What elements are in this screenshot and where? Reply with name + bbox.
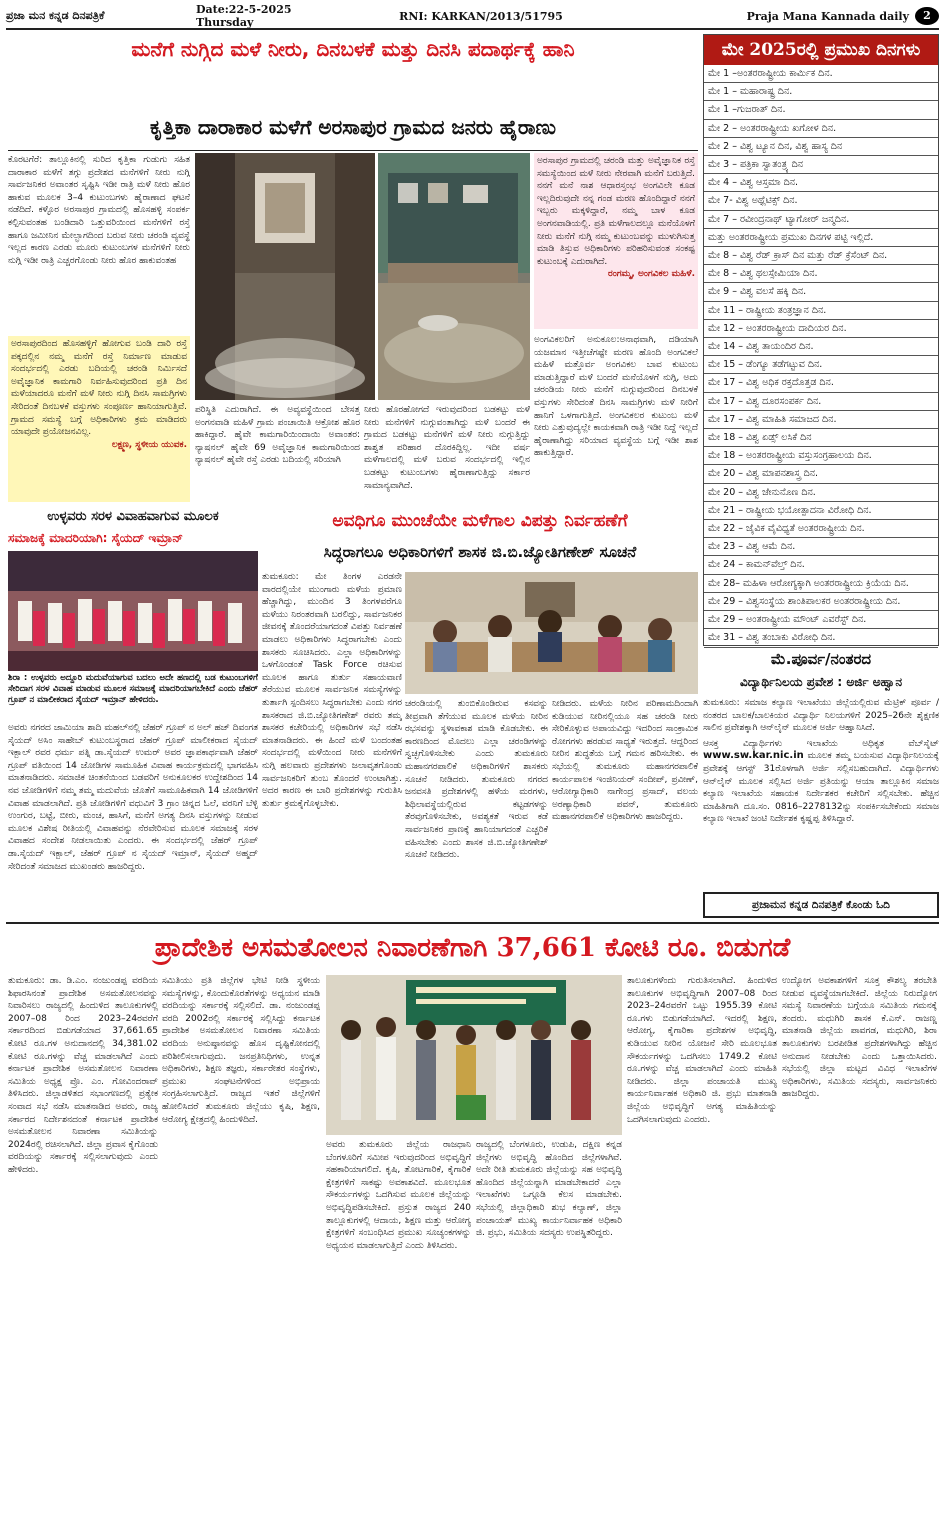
story2-body: ಅವರು ನಗರದ ಜಾಮಿಯಾ ಶಾದಿ ಮಹಲ್‌ನಲ್ಲಿ ಜೆಹರ್ ಗ್ರೂಪ್ ನ ಅಲ್ ಹಜ್ ದಿವಂಗತ ಸೈಯದ್ ಅಸಿಂ ಸಾಹೇಬ್ ಕುಟುಂಬಸ್ಥರಾದ ಜೆಹರ್ ಗ್ರೂಪ್ ಮಾಲೀಕರಾದ ಸೈಯದ್ ಇಕ್ಬಾಲ್ ರವರ ಧರ್ಮ ಪತ್ನಿ ಡಾ.ಸೈಯದ್ ಉಮರ್ ಅವರ ಜ್ಞಾಪಕಾರ್ಥವಾಗಿ ಜೆಹರ್ ಗ್ರೂಪ್ ವತಿಯಿಂದ 14 ಜೋಡಿಗಳ ಸಾಮೂಹಿಕ ವಿವಾಹ ಕಾರ್ಯಕ್ರಮದಲ್ಲಿ ಭಾಗವಹಿಸಿ ಮಾತನಾಡಿದರು. ಸಮಾಜಿಕ ಚಿಂತನೆಯಿಂದ ಬಡವರಿಗೆ ಅನುಕೂಲಕರ ಉದ್ದೇಶದಿಂದ 14 ನವ ಜೋಡಿಗಳಿಗೆ ನಮ್ಮ ತಮ್ಮ ಮದುವೆಯ ಜೊತೆಗೆ ಸಾಮೂಹಿಕವಾಗಿ 14 ಜೋಡಿಗಳಿಗೆ ವಿವಾಹ ಮಾಡಲಾಗಿದೆ. ಪ್ರತಿ ಜೋಡಿಗಳಿಗೆ ವಧುವಿಗೆ 3 ಗ್ರಾಂ ಚಿನ್ನದ ಓಲೆ, ವರನಿಗೆ ಬೆಳ್ಳಿ ಉಂಗುರ, ಬಟ್ಟೆ, ಬೀರು, ಮಂಚ, ಹಾಸಿಗೆ, ಮನೆಗೆ ಅಗತ್ಯ ದಿನಸಿ ವಸ್ತುಗಳನ್ನು ನೀಡುವ ಮೂಲಕ ವಿಶೇಷ ರೀತಿಯಲ್ಲಿ ವಿವಾಹವನ್ನು ನೆರವೇರಿಸುವ ಮೂಲಕ ಸಮಾಜಕ್ಕೆ ಸರಳ ವಿವಾಹದ ಸಂದೇಶ ನೀಡಲಾಯಿತು ಎಂದರು. ಈ ಸಂದರ್ಭದಲ್ಲಿ ಜೆಹರ್ ಗ್ರೂಪ್ ಡಾ.ಸೈಯದ್ ಇಕ್ಬಾಲ್, ಜೆಹರ್ ಗ್ರೂಪ್ ನ ಸೈಯದ್ ಇಮ್ರಾನ್, ಸೈಯದ್ ಅಹ್ಮದ್ ಸೇರಿದಂತೆ ಸಮಾಜದ ಮುಖಂಡರು ಹಾಜರಿದ್ದರು. (8, 723, 258, 872)
hostel-body-2: ಆಸಕ್ತ ವಿದ್ಯಾರ್ಥಿಗಳು ಇಲಾಖೆಯ ಅಧಿಕೃತ ವೆಬ್‌ಸೈಟ್ (703, 738, 939, 749)
story1-mid-left: ಪರಿಸ್ಥಿತಿ ಎದುರಾಗಿದೆ. ಈ ಅವ್ಯವಸ್ಥೆಯಿಂದ ಬೇಸತ್ತ ಅಂಗನವಾಡಿ ಮಹಿಳೆ ಗ್ರಾಮ ಪಂಚಾಯಿತಿ ಆಕ್ರೋಶ ಹೊರ ಹಾಕಿದ್ದಾರೆ. ಹೈವೇ ಕಾಮಗಾರಿಯಿಂದಾಯಿ ಅವಾಂತರ: ನ್ಯಾಷನಲ್ ಹೈವೇ 69 ಅವೈಜ್ಞಾನಿಕ ಕಾಮಗಾರಿಯಿಂದ ನ್ಯಾಷನಲ್ ಹೈವೇ ರಸ್ತೆ ಎರಡು ಬದಿಯಲ್ಲಿ ಸರಿಯಾಗಿ (195, 405, 360, 466)
important-day-item: ಮೇ 18 – ಅಂತರರಾಷ್ಟ್ರೀಯ ವಸ್ತುಸಂಗ್ರಹಾಲಯ ದಿನ. (704, 447, 938, 465)
important-day-item: ಮೇ 1 – ಮಹಾರಾಷ್ಟ್ರ ದಿನ. (704, 83, 938, 101)
story1-quote-signature: ಲಕ್ಷ್ಮಣ, ಸ್ಥಳೀಯ ಯುವಕ. (111, 439, 187, 450)
story3-headline: ಅವಧಿಗೂ ಮುಂಚೆಯೇ ಮಳೆಗಾಲ ವಿಪತ್ತು ನಿರ್ವಹಣೆಗೆ (332, 511, 628, 531)
important-day-item: ಮೇ 1 –ಅಂತರರಾಷ್ಟ್ರೀಯ ಕಾರ್ಮಿಕ ದಿನ. (704, 65, 938, 83)
important-day-item: ಮೇ 8 – ವಿಶ್ವ ರೆಡ್ ಕ್ರಾಸ್ ದಿನ ಮತ್ತು ರೆಡ್ ಕ್ರೆಸೆಂಟ್ ದಿನ. (704, 247, 938, 265)
important-day-item: ಮೇ 29 – ವಿಶ್ವಸಂಸ್ಥೆಯ ಶಾಂತಿಪಾಲಕರ ಅಂತರರಾಷ್ಟ್ರೀಯ ದಿನ. (704, 593, 938, 611)
story4-column-2: ಸಮಿತಿಯು ಪ್ರತಿ ಜಿಲ್ಲೆಗಳ ಭೇಟಿ ನೀಡಿ ಸ್ಥಳೀಯ ಸಮಸ್ಯೆಗಳನ್ನು, ಕೊಂದುಕೊರತೆಗಳನ್ನು ಅಧ್ಯಯನ ಮಾಡಿ ವರದಿಯನ್ನು ಸರ್ಕಾರಕ್ಕೆ ಸಲ್ಲಿಸಲಿದೆ. ಡಾ. ನಂಜುಂಡಪ್ಪ ವರದಿ 2002ರಲ್ಲಿ ಸರ್ಕಾರಕ್ಕೆ ಸಲ್ಲಿಸಿದ್ದು ಕರ್ನಾಟಕ ಪ್ರಾದೇಶಿಕ ಅಸಮತೋಲನ ನಿವಾರಣಾ ಸಮಿತಿಯ ವರದಿಯ ಅನುಷ್ಠಾನವನ್ನು ಹೊಸ ದೃಷ್ಟಿಕೋನದಲ್ಲಿ ಪರಿಶೀಲಿಸಲಾಗುವುದು. ಜನಪ್ರತಿನಿಧಿಗಳು, ಉನ್ನತ ಅಧಿಕಾರಿಗಳು, ಶಿಕ್ಷಣ ತಜ್ಞರು, ಸರ್ಕಾರೇತರ ಸಂಸ್ಥೆಗಳು, ಪ್ರಮುಖ ಸಂಘಟನೆಗಳಿಂದ ಅಭಿಪ್ರಾಯ ಸಂಗ್ರಹಿಸಲಾಗುತ್ತಿದೆ. ರಾಜ್ಯದ ಇತರೆ ಜಿಲ್ಲೆಗಳಿಗೆ ಹೋಲಿಸಿದರೆ ತುಮಕೂರು ಜಿಲ್ಲೆಯು ಕೃಷಿ, ಶಿಕ್ಷಣ, ಆರೋಗ್ಯ ಕ್ಷೇತ್ರದಲ್ಲಿ ಹಿಂದುಳಿದಿದೆ. (162, 976, 320, 1125)
buy-paper-promo: ಪ್ರಜಾಮನ ಕನ್ನಡ ದಿನಪತ್ರಿಕೆ ಕೊಂಡು ಓದಿ (703, 892, 939, 918)
masthead (6, 4, 939, 30)
important-day-item: ಮೇ 9 – ವಿಶ್ವ ವಲಸೆ ಹಕ್ಕಿ ದಿನ. (704, 283, 938, 301)
story1-column-1: ಕೊರಟಗೆರೆ: ತಾಲ್ಲೂಕಿನಲ್ಲಿ ಸುರಿದ ಕೃತ್ತಿಕಾ ಗುಡುಗು ಸಹಿತ ದಾರಾಕಾರ ಮಳೆಗೆ ತಗ್ಗು ಪ್ರದೇಶದ ಮನೆಗಳಿಗೆ ನೀರು ನುಗ್ಗಿ ಸಾರ್ವಜನಿಕರ ಅವಾಂತರ ಸೃಷ್ಟಿಸಿ ಇಡೀ ರಾತ್ರಿ ಮಳೆ ನೀರು ಹೊರ ಹಾಕುವ ಮೂಲಕ 3–4 ಕುಟುಂಬಗಳು ಹೈರಾಣಾದ ಘಟನೆ ನಡೆದಿದೆ. ಕಳ್ಳೊರ ಅರಸಾಪುರ ಗ್ರಾಮದಲ್ಲಿ ಹೊಸಹಳ್ಳಿ ಸಂಪರ್ಕ ಕಲ್ಪಿಸುವಂತಹ ಬಂಡಿದಾರಿ ಒತ್ತುವರಿಯಿಂದ ಮನೆಗಳಿಗೆ ರಸ್ತೆ ಹಾಗೂ ಜಮೀನಿನ ಮೇಲ್ಭಾಗದಿಂದ ಬರುವ ನೀರು ಚರಂಡಿ ವ್ಯವಸ್ಥೆ ಇಲ್ಲದ ಕಾರಣ ಎರಡು ಮೂರು ಕುಟುಂಬಗಳ ಮನೆಗಳಿಗೆ ನೀರು ನುಗ್ಗಿ ಇಡೀ ರಾತ್ರಿ ಎಚ್ಚರಗೊಂಡು ನೀರು ಹೊರ ಹಾಕುವಂತಹ (8, 155, 190, 266)
story4-headline: ಪ್ರಾದೇಶಿಕ ಅಸಮತೋಲನ ನಿವಾರಣೆಗಾಗಿ 37,661 ಕೋಟಿ ರೂ. ಬಿಡುಗಡೆ (154, 933, 791, 963)
story4-column-4: ರಾಜ್ಯದಲ್ಲಿ ಬೆಂಗಳೂರು, ಉಡುಪಿ, ದಕ್ಷಿಣ ಕನ್ನಡ ಜಿಲ್ಲೆಗಳು ಅಭಿವೃದ್ಧಿ ಹೊಂದಿದ ಜಿಲ್ಲೆಗಳಾಗಿವೆ. ಅದೇ ರೀತಿ ತುಮಕೂರು ಜಿಲ್ಲೆಯನ್ನು ಸಹ ಅಭಿವೃದ್ಧಿ ಹೊಂದಿದ ಜಿಲ್ಲೆಯನ್ನಾಗಿ ಮಾಡಬೇಕಾದರೆ ಎಲ್ಲಾ ಇಲಾಖೆಗಳು ಒಗ್ಗೂಡಿ ಕೆಲಸ ಮಾಡಬೇಕು. ಸಭೆಯಲ್ಲಿ ಜಿಲ್ಲಾಧಿಕಾರಿ ಶುಭ ಕಲ್ಯಾಣ್, ಜಿಲ್ಲಾ ಪಂಚಾಯತ್ ಮುಖ್ಯ ಕಾರ್ಯನಿರ್ವಾಹಕ ಅಧಿಕಾರಿ ಜಿ. ಪ್ರಭು, ಸಮಿತಿಯ ಸದಸ್ಯರು ಉಪಸ್ಥಿತರಿದ್ದರು. (476, 1140, 622, 1239)
page-number: 2 (915, 7, 939, 25)
story4-column-6: ಉದ್ಯೋಗ ಅವಕಾಶಗಳಿಗೆ ಸೂಕ್ತ ಕೌಶಲ್ಯ ತರಬೇತಿ ನೀಡುವ ವ್ಯವಸ್ಥೆಯಾಗಬೇಕಿದೆ. ಜಿಲ್ಲೆಯ ನಿರುದ್ಯೋಗ ಸಮಸ್ಯೆ ನಿವಾರಣೆಯ ಬಗ್ಗೆಯೂ ಸಮಿತಿಯ ಗಮನಕ್ಕೆ ತಂದರು. ಮಧುಗಿರಿ ಶಾಸಕ ಕೆ.ಎನ್. ರಾಜಣ್ಣ ಮಾತನಾಡಿ ಜಿಲ್ಲೆಯ ಪಾವಗಡ, ಮಧುಗಿರಿ, ಶಿರಾ ತಾಲೂಕುಗಳು ಬರಪೀಡಿತ ಪ್ರದೇಶಗಳಾಗಿದ್ದು ಹೆಚ್ಚಿನ ಅನುದಾನ ನೀಡಬೇಕು ಎಂದು ಒತ್ತಾಯಿಸಿದರು. ಸಭೆಯಲ್ಲಿ ಜಿಲ್ಲಾ ಮಟ್ಟದ ವಿವಿಧ ಇಲಾಖೆಗಳ ಅಧಿಕಾರಿಗಳು, ಸಮಿತಿಯ ಸದಸ್ಯರು, ಸಾರ್ವಜನಿಕರು ಹಾಜರಿದ್ದರು. (782, 976, 937, 1100)
important-day-item: ಮೇ 7 – ರವೀಂದ್ರನಾಥ್ ಟ್ಯಾಗೋರ್ ಜನ್ಮದಿನ. (704, 211, 938, 229)
hostel-body (703, 697, 939, 887)
important-day-item: ಮೇ 22 – ಜೈವಿಕ ವೈವಿಧ್ಯತೆ ಅಂತರರಾಷ್ಟ್ರೀಯ ದಿನ. (704, 520, 938, 538)
important-day-item: ಮೇ 21 – ರಾಷ್ಟ್ರೀಯ ಭಯೋತ್ಪಾದನಾ ವಿರೋಧಿ ದಿನ. (704, 502, 938, 520)
flood-doorway-photo (195, 153, 375, 400)
important-day-item: ಮೇ 17 – ವಿಶ್ವ ಮಾಹಿತಿ ಸಮಾಜದ ದಿನ. (704, 411, 938, 429)
rni-number: RNI: KARKAN/2013/51795 (399, 9, 563, 23)
story4-column-5: ತಾಲೂಕುಗಳೆಂದು ಗುರುತಿಸಲಾಗಿದೆ. ಹಿಂದುಳಿದ ತಾಲೂಕುಗಳ ಅಭಿವೃದ್ಧಿಗಾಗಿ 2007–08 ರಿಂದ 2023–24ರವರೆಗೆ ಒಟ್ಟು 1955.39 ಕೋಟಿ ರೂ.ಗಳು ಬಿಡುಗಡೆಯಾಗಿದೆ. ಇದರಲ್ಲಿ ಶಿಕ್ಷಣ, ಆರೋಗ್ಯ, ಕೈಗಾರಿಕಾ ಪ್ರದೇಶಗಳ ಅಭಿವೃದ್ಧಿ, ಕುಡಿಯುವ ನೀರಿನ ಯೋಜನೆ ಸೇರಿ ಮೂಲಭೂತ ಸೌಕರ್ಯಗಳನ್ನು ಒದಗಿಸಲು 1749.2 ಕೋಟಿ ರೂ.ಗಳನ್ನು ವೆಚ್ಚ ಮಾಡಲಾಗಿದೆ ಎಂದು ಮಾಹಿತಿ ನೀಡಿದರು. ಜಿಲ್ಲಾ ಪಂಚಾಯತಿ ಮುಖ್ಯ ಕಾರ್ಯನಿರ್ವಾಹಕ ಅಧಿಕಾರಿ ಜಿ. ಪ್ರಭು ಮಾತನಾಡಿ ಜಿಲ್ಲೆಯ ಅಭಿವೃದ್ಧಿಗೆ ಅಗತ್ಯ ಮಾಹಿತಿಯನ್ನು ಒದಗಿಸಲಾಗುವುದು ಎಂದರು. (627, 976, 777, 1125)
important-day-item: ಮೇ 15 – ಡೆಂಗ್ಯೂ ತಡೆಗಟ್ಟುವ ದಿನ. (704, 356, 938, 374)
issue-date: Date:22-5-2025 Thursday (196, 3, 292, 29)
story1-pink-quote-text: ಅರಸಾಪುರ ಗ್ರಾಮದಲ್ಲಿ ಚರಂಡಿ ಮತ್ತು ಅವೈಜ್ಞಾನಿಕ ರಸ್ತೆ ಸಮಸ್ಯೆಯಿಂದ ಮಳೆ ನೀರು ನೇರವಾಗಿ ಮನೆಗೆ ಬರುತ್ತಿದೆ. ನನಗೆ ಮನೆ ನಾಶ ಆಧಾರಸ್ತಂಭ ಅಂಗವಿಲೇ ಕೂಡ ಇಲ್ಲದಿರುವುದೇ ನನ್ನ ಗಂಡ ಮರಣ ಹೊಂದಿದ್ದಾರೆ ನನಗೆ ಇಬ್ಬರು ಮಕ್ಕಳಿದ್ದಾರೆ, ನಮ್ಮ ಬಾಳ ಕೂಡ ಅಂಗನವಾಡಿಯಲ್ಲಿ. ಪ್ರತಿ ಮಳೆಗಾಲದಲ್ಲೂ ಮನೆಯೊಳಗೆ ನೀರು ಮನೆಗೆ ನುಗ್ಗಿ ನಮ್ಮ ಕುಟುಂಬವನ್ನು ಮುಳುಗಿಸುತ್ತ ಮಾಡಿ ತಿಸ್ತುವ ಅಧಿಕಾರಿಗಳು ಪರಿಹರಿಸುವಂತ ಸಂಕಷ್ಟ ಕುಟುಂಬಕ್ಕೆ ಎದುರಾಗಿದೆ. (537, 156, 695, 267)
hostel-headline-2: ವಿದ್ಯಾರ್ಥಿನಿಲಯ ಪ್ರವೇಶ : ಅರ್ಜಿ ಅಹ್ವಾನ (739, 675, 903, 689)
important-day-item: ಮೇ 14 – ವಿಶ್ವ ತಾಯಂದಿರ ದಿನ. (704, 338, 938, 356)
days-list (704, 65, 938, 648)
committee-event-photo (326, 975, 622, 1135)
sidebar-title: ಮೇ 2025ರಲ್ಲಿ ಪ್ರಮುಖ ದಿನಗಳು (704, 35, 938, 65)
story1-quote-box-yellow (8, 336, 190, 502)
story2-caption: ಶಿರಾ : ಉಳ್ಳವರು ಅದ್ದೂರಿ ಮದುವೆಯಾಗುವ ಬದಲು ಅದೇ ಹಣದಲ್ಲಿ ಬಡ ಕುಟುಂಬಗಳಿಗೆ ಸೇರಿದಾಗ ಸರಳ ವಿವಾಹ ಮಾಡುವ ಮೂಲಕ ಸಮಾಜಕ್ಕೆ ಮಾದರಿಯಾಗಬೇಕಿದೆ ಎಂದು ಜೆಹರ್ ಗ್ರೂಪ್ ನ ಮಾಲೀಕರಾದ ಸೈಯದ್ ಇಮ್ರಾನ್ ಹೇಳಿದರು. (8, 673, 258, 705)
story2-headline: ಉಳ್ಳವರು ಸರಳ ವಿವಾಹವಾಗುವ ಮೂಲಕ (47, 509, 219, 524)
newspaper-logo: ಪ್ರಜಾ ಮನ ಕನ್ನಡ ದಿನಪತ್ರಿಕೆ (6, 9, 105, 22)
story1-rule (8, 150, 698, 151)
story1-headline: ಮನೆಗೆ ನುಗ್ಗಿದ ಮಳೆ ನೀರು, ದಿನಬಳಕೆ ಮತ್ತು ದಿನಸಿ ಪದಾರ್ಥಕ್ಕೆ ಹಾನಿ (131, 37, 575, 61)
story4-top-rule (6, 922, 939, 924)
important-day-item: ಮೇ 2 – ಅಂತರರಾಷ್ಟ್ರೀಯ ಖಗೋಳ ದಿನ. (704, 120, 938, 138)
story1-quote-box-pink (534, 153, 698, 329)
important-day-item: ಮೇ 11 – ರಾಷ್ಟ್ರೀಯ ತಂತ್ರಜ್ಞಾನ ದಿನ. (704, 302, 938, 320)
paper-name: Praja Mana Kannada daily (746, 9, 909, 23)
important-day-item: ಮೇ 17 – ವಿಶ್ವ ದೂರಸಂಪರ್ಕ ದಿನ. (704, 393, 938, 411)
important-day-item: ಮೇ 1 –ಗುಜರಾತ್ ದಿನ. (704, 101, 938, 119)
story1-right-column: ಅಂಗವಿಕಲರಿಗೆ ಅನುಕೂಲ:ಅನಾಥವಾಗಿ, ದಡಿಯಾಗಿ ಯಜಮಾನ ಇತ್ತೀಚೆಗಷ್ಟೇ ಮರಣ ಹೊಂದಿ ಅಂಗವಿಕಲೆ ಮಹಿಳೆ ಮತ್ತೊರ್ವ ಅಂಗವಿಕಲ ಬಾವ ಕುಟುಂಬ ಮಾಡುತ್ತಿದ್ದಾರೆ ಮಳೆ ಬಂದರೆ ಮನೆಯೊಳಗೆ ನುಗ್ಗಿ, ಅದು ಚರಂಡಿಯ ನೀರು ಮನೆಗೆ ನುಗ್ಗುವುದರಿಂದ ದಿನಬಳಕೆ ವಸ್ತುಗಳು ಸೇರಿದಂತೆ ದಿನಸಿ ಸಾಮಗ್ರಿಗಳು ಮಳೆ ನೀರಿಗೆ ಹಾನಿಗೆ ಒಳಗಾಗುತ್ತಿದೆ. ಅಂಗವಿಕಲರ ಕುಟುಂಬ ಮಳೆ ನೀರು ಎತ್ತುವುದ್ಯಲ್ಲೇ ಕಾಯಕವಾಗಿ ರಾತ್ರಿ ಇಡೀ ನಿದ್ದೆ ಇಲ್ಲದೆ ಹೈರಾಣಾಗಿದ್ದು ಸರಿಯಾದ ವ್ಯವಸ್ಥೆಯ ಬಗ್ಗೆ ಇಡೀ ಶಾಶ ಹಾಕುತ್ತಿದ್ದಾರೆ. (534, 335, 698, 459)
important-day-item: ಮೇ 28– ಮಹಿಳಾ ಆರೋಗ್ಯಕ್ಕಾಗಿ ಅಂತರರಾಷ್ಟ್ರೀಯ ಕ್ರಿಯೆಯ ದಿನ. (704, 575, 938, 593)
hostel-headline-1: ಮೆ.ಪೂರ್ವ/ನಂತರದ (770, 650, 872, 668)
important-day-item: ಮೇ 23 – ವಿಶ್ವ ಆಮೆ ದಿನ. (704, 538, 938, 556)
important-day-item: ಮೇ 20 – ವಿಶ್ವ ಮಾಪನಶಾಸ್ತ್ರ ದಿನ. (704, 465, 938, 483)
important-day-item: ಮೇ 24 – ಕಾಮನ್‌ವೆಲ್ತ್ ದಿನ. (704, 556, 938, 574)
important-day-item: ಮೇ 31 – ವಿಶ್ವ ತಂಬಾಕು ವಿರೋಧಿ ದಿನ. (704, 629, 938, 647)
important-day-item: ಮೇ 17 – ವಿಶ್ವ ಅಧಿಕ ರಕ್ತದೊತ್ತಡ ದಿನ. (704, 374, 938, 392)
story1-mid-right: ನೀರು ಹೊರಹೋಗದೆ ಇರುವುದರಿಂದ ಬಡಕಟ್ಟು ಮಳೆ ನೀರು ಮನೆಗಳಿಗೆ ನುಗ್ಗುವಂತಾಗಿದ್ದು ಮಳೆ ಬಂದರೆ ಈ ಗ್ರಾಮದ ಬಡಕಟ್ಟು ಮನೆಗಳಿಗೆ ಮಳೆ ನೀರು ನುಗ್ಗುತ್ತಿದ್ದು ಶಾಶ್ವತ ಪರಿಹಾರ ದೊರಕಿದ್ದಿಲ್ಲ. ಇದೀ ವರ್ಷ ಮಳೆಗಾಲದಲ್ಲಿ ಮಳೆ ಬರುವ ಸಂದರ್ಭದಲ್ಲಿ ಇಲ್ಲಿನ ಬಡಕಟ್ಟು ಕುಟುಂಬಗಳು ಹೈರಾಣಾಗುತ್ತಿದ್ದು ಸರ್ಕಾರ ಸಾಮಾನ್ಯವಾಗಿದೆ. (364, 405, 530, 491)
important-day-item: ಮೇ 3 – ಪತ್ರಿಕಾ ಸ್ವಾತಂತ್ರ್ಯ ದಿನ (704, 156, 938, 174)
hostel-body-3: ಮೂಲಕ ತಮ್ಮ ಬಯಸುವ ವಿದ್ಯಾರ್ಥಿನಿಲಯಕ್ಕೆ ಪ್ರವೇಶಕ್ಕೆ ಆಗಸ್ಟ್ 31ರೊಳಗಾಗಿ ಅರ್ಜಿ ಸಲ್ಲಿಸಬಹುದಾಗಿದೆ. ವಿದ್ಯಾರ್ಥಿಗಳು ಆನ್‌ಲೈನ್ ಮೂಲಕ ಸಲ್ಲಿಸಿದ ಅರ್ಜಿ ಪ್ರತಿಯನ್ನು ಆಯಾ ತಾಲ್ಲೂಕಿನ ಸಮಾಜ ಕಲ್ಯಾಣ ಇಲಾಖೆಯ ಸಹಾಯಕ ನಿರ್ದೇಶಕರ ಕಚೇರಿಗೆ ಸಲ್ಲಿಸಬೇಕು. ಹೆಚ್ಚಿನ ಮಾಹಿತಿಗಾಗಿ ದೂ.ಸಂ. 0816–2278132ನ್ನು ಸಂಪರ್ಕಿಸಬೇಕೆಂದು ಸಮಾಜ ಕಲ್ಯಾಣ ಇಲಾಖೆ ಜಂಟಿ ನಿರ್ದೇಶಕ ಕೃಷ್ಣಪ್ಪ ತಿಳಿಸಿದ್ದಾರೆ. (703, 751, 939, 825)
important-day-item: ಮೇ 2 – ವಿಶ್ವ ಟ್ಯೂನ ದಿನ, ವಿಶ್ವ ಹಾಸ್ಯ ದಿನ (704, 138, 938, 156)
important-days-sidebar (703, 34, 939, 646)
hostel-website: www.sw.kar.nic.in (703, 750, 804, 762)
story3-column-2: ಚರಂಡಿಯಲ್ಲಿ ತುಂಬಿಕೊಂಡಿರುವ ಕಸವನ್ನು ತೀವ್ರವಾಗಿ ತೆಗೆಯುವ ಮೂಲಕ ಮಳೆಯ ನೀರಿನ ರಭಸವನ್ನು ಸ್ಥಳಾವಕಾಶ ಮಾಡಿ ಕೊಡಬೇಕು. ಈ ಕಾರಣದಿಂದ ಮೊದಲು ಎಲ್ಲಾ ಚರಂಡಿಗಳನ್ನು ಸ್ವಚ್ಛಗೊಳಿಸಬೇಕು ಎಂದು ತುಮಕೂರು ಮಹಾನಗರಪಾಲಿಕೆ ಅಧಿಕಾರಿಗಳಿಗೆ ಶಾಸಕರು ಸೂಚನೆ ನೀಡಿದರು. ತುಮಕೂರು ನಗರದ ಜನವಸತಿ ಪ್ರದೇಶಗಳಲ್ಲಿ ಹಳೆಯ ಮರಗಳು, ಶಿಥಿಲಾವಸ್ಥೆಯಲ್ಲಿರುವ ಕಟ್ಟಡಗಳನ್ನು ತೆರವುಗೊಳಿಸಬೇಕು, ಅವಶ್ಯಕತೆ ಇರುವ ಕಡೆ ಸಾರ್ವಜನಿಕರ ಪ್ರಾಣಕ್ಕೆ ಹಾನಿಯಾಗದಂತೆ ಎಚ್ಚರಿಕೆ ವಹಿಸಬೇಕು ಎಂದು ಶಾಸಕ ಜಿ.ಬಿ.ಜ್ಯೋತಿಗಣೇಶ್ ಸೂಚನೆ ನೀಡಿದರು. (405, 699, 548, 861)
story3-column-3: ನೀಡಿದರು. ಮಳೆಯ ನೀರಿನ ಪರಿಣಾಮದಿಂದಾಗಿ ಕುಡಿಯುವ ನೀರಿನಲ್ಲಿಯೂ ಸಹ ಚರಂಡಿ ನೀರು ಸೇರಿಕೊಳ್ಳುವ ಅಪಾಯವಿದ್ದು ಇದರಿಂದ ಸಾಂಕ್ರಾಮಿಕ ರೋಗಗಳು ಹರಡುವ ಸಾಧ್ಯತೆ ಇರುತ್ತದೆ. ಆದ್ದರಿಂದ ನೀರಿನ ಶುದ್ಧತೆಯ ಬಗ್ಗೆ ಗಮನ ಹರಿಸಬೇಕು. ಈ ಸಭೆಯಲ್ಲಿ ತುಮಕೂರು ಮಹಾನಗರಪಾಲಿಕೆ ಕಾರ್ಯಪಾಲಕ ಇಂಜಿನಿಯರ್ ಸಂದೀಪ್, ಪ್ರವೀಣ್, ಆರೋಗ್ಯಾಧಿಕಾರಿ ನಾಗೇಂದ್ರ ಪ್ರಸಾದ್, ವಲಯ ಅರಣ್ಯಾಧಿಕಾರಿ ಪವನ್, ತುಮಕೂರು ಮಹಾನಗರಪಾಲಿಕೆ ಅಧಿಕಾರಿಗಳು ಹಾಜರಿದ್ದರು. (552, 699, 698, 823)
important-day-item: ಮತ್ತು ಅಂತರರಾಷ್ಟ್ರೀಯ ಪ್ರಮುಖ ದಿನಗಳ ಪಟ್ಟಿ ಇಲ್ಲಿದೆ. (704, 229, 938, 247)
story1-quote-text: ಅರಸಾಪುರದಿಂದ ಹೊಸಹಳ್ಳಿಗೆ ಹೋಗುವ ಬಂಡಿ ದಾರಿ ರಸ್ತೆ ಪಕ್ಕದಲ್ಲಿನ ನಮ್ಮ ಮನೆಗೆ ರಸ್ತೆ ನಿರ್ಮಾಣ ಮಾಡುವ ಸಂದರ್ಭದಲ್ಲಿ ಎರಡು ಬದಿಯಲ್ಲಿ ಚರಂಡಿ ನಿರ್ಮಿಸದೆ ಅವೈಜ್ಞಾನಿಕ ಕಾಮಗಾರಿ ನಿರ್ವಹಿಸುವುದರಿಂದ ಪ್ರತಿ ದಿನ ಮಳೆಯಾದರೂ ಮನೆಗೆ ಮಳೆ ನೀರು ನುಗ್ಗಿ ದಿನಸಿ ಸಾಮಗ್ರಿಗಳು ಸೇರಿದಂತೆ ದಿನಬಳಕೆ ವಸ್ತುಗಳು ಸಂಪೂರ್ಣ ಹಾನಿಯಾಗುತ್ತಿವೆ. ಗ್ರಾಮದ ಸಮಸ್ಯೆ ಬಗ್ಗೆ ಅಧಿಕಾರಿಗಳು ಕ್ರಮ ಮಾಡಿದರು ಯಾವುದೇ ಪ್ರಯೋಜನವಿಲ್ಲ. (11, 339, 187, 438)
story3-subhead: ಸಿದ್ಧರಾಗಲೂ ಅಧಿಕಾರಿಗಳಿಗೆ ಶಾಸಕ ಜಿ.ಬಿ.ಜ್ಯೋತಿಗಣೇಶ್ ಸೂಚನೆ (323, 543, 637, 561)
important-day-item: ಮೇ 4 – ವಿಶ್ವ ಆಸ್ತಮಾ ದಿನ. (704, 174, 938, 192)
officials-meeting-photo (405, 572, 698, 694)
important-day-item: ಮೇ 7- ವಿಶ್ವ ಅಥ್ಲೆಟಿಕ್ಸ್ ದಿನ. (704, 192, 938, 210)
important-day-item: ಮೇ 18 – ವಿಶ್ವ ಏಡ್ಸ್ ಲಸಿಕೆ ದಿನ (704, 429, 938, 447)
important-day-item: ಮೇ 12 – ಅಂತರರಾಷ್ಟ್ರೀಯ ದಾದಿಯರ ದಿನ. (704, 320, 938, 338)
mass-wedding-photo (8, 551, 258, 671)
story4-column-3: ಅವರು ತುಮಕೂರು ಜಿಲ್ಲೆಯ ರಾಜಧಾನಿ ಬೆಂಗಳೂರಿಗೆ ಸಮೀಪ ಇರುವುದರಿಂದ ಅಭಿವೃದ್ಧಿಗೆ ಸಹಕಾರಿಯಾಗಲಿದೆ. ಕೃಷಿ, ತೋಟಗಾರಿಕೆ, ಕೈಗಾರಿಕೆ ಕ್ಷೇತ್ರಗಳಿಗೆ ಸಾಕಷ್ಟು ಅವಕಾಶವಿದೆ. ಮೂಲಭೂತ ಸೌಕರ್ಯಗಳನ್ನು ಒದಗಿಸುವ ಮೂಲಕ ಜಿಲ್ಲೆಯನ್ನು ಅಭಿವೃದ್ಧಿಪಡಿಸಬೇಕಿದೆ. ಪ್ರಸ್ತುತ ರಾಜ್ಯದ 240 ತಾಲ್ಲೂಕುಗಳಲ್ಲಿ ಆದಾಯ, ಶಿಕ್ಷಣ ಮತ್ತು ಆರೋಗ್ಯ ಕ್ಷೇತ್ರಗಳಿಗೆ ಸಂಬಂಧಿಸಿದ ಪ್ರಮುಖ ಸೂಚ್ಯಂಕಗಳನ್ನು ಅಧ್ಯಯನ ಮಾಡಲಾಗುತ್ತಿದೆ ಎಂದು ತಿಳಿಸಿದರು. (326, 1140, 471, 1251)
important-day-item: ಮೇ 8 – ವಿಶ್ವ ಥಲಸ್ಸೇಮಿಯಾ ದಿನ. (704, 265, 938, 283)
important-day-item: ಮೇ 29 – ಅಂತರಾಷ್ಟ್ರೀಯ ಮೌಂಟ್ ಎವರೆಸ್ಟ್ ದಿನ. (704, 611, 938, 629)
story1-pink-quote-signature: ರಂಗಮ್ಮ, ಅಂಗವಿಕಲ ಮಹಿಳೆ. (608, 269, 695, 280)
flooded-kitchen-photo (378, 153, 530, 400)
story3-column-1: ತುಮಕೂರು: ಮೇ ತಿಂಗಳ ಎರಡನೇ ವಾರದಲ್ಲಿಯೇ ಮುಂಗಾರು ಮಳೆಯ ಪ್ರಮಾಣ ಹೆಚ್ಚಾಗಿದ್ದು, ಮುಂದಿನ 3 ತಿಂಗಳವರೆಗೂ ಮಳೆಯು ನಿರಂತರವಾಗಿ ಬರಲಿದ್ದು, ಸಾರ್ವಜನಿಕರ ಜೀವನಕ್ಕೆ ತೊಂದರೆಯಾಗದಂತೆ ವಿಪತ್ತು ನಿರ್ವಹಣೆ ಮಾಡಲು ಅಧಿಕಾರಿಗಳು ಸಿದ್ಧರಾಗಬೇಕು ಎಂದು ಶಾಸಕರು ಸೂಚಿಸಿದರು. ಎಲ್ಲಾ ಅಧಿಕಾರಿಗಳನ್ನು ಒಳಗೊಂಡಂತೆ Task Force ರಚಿಸುವ ಮೂಲಕ ಹಾಗೂ ತುರ್ತು ಸಹಾಯವಾಣಿ ತೆರೆಯುವ ಮೂಲಕ ಸಾರ್ವಜನಿಕ ಸಮಸ್ಯೆಗಳನ್ನು ತುರ್ತಾಗಿ ಸ್ಪಂದಿಸಲು ಸಿದ್ಧರಾಗಬೇಕು ಎಂದು ನಗರ ಶಾಸಕರಾದ ಜಿ.ಬಿ.ಜ್ಯೋತಿಗಣೇಶ್ ರವರು ತಮ್ಮ ಶಾಸಕರ ಕಚೇರಿಯಲ್ಲಿ ಅಧಿಕಾರಿಗಳ ಸಭೆ ನಡೆಸಿ ಮಾತನಾಡಿದರು. ಈ ಹಿಂದೆ ಮಳೆ ಬಂದಂತಹ ಸಂದರ್ಭದಲ್ಲಿ ಮಳೆಯಿಂದ ನೀರು ಮನೆಗಳಿಗೆ ನುಗ್ಗಿ ಹಲವಾರು ಪ್ರದೇಶಗಳು ಜಲಾವೃತಗೊಂಡು ಸಾರ್ವಜನಿಕರಿಗೆ ತುಂಬ ತೊಂದರೆ ಉಂಟಾಗಿತ್ತು. ಅದರ ಕಾರಣ ಈ ಬಾರಿ ಪ್ರದೇಶಗಳನ್ನು ಗುರುತಿಸಿ ತುರ್ತು ಕ್ರಮಕೈಗೊಳ್ಳಬೇಕು. (262, 572, 402, 809)
story4-column-1: ತುಮಕೂರು: ಡಾ. ಡಿ.ಎಂ. ನಂಜುಂಡಪ್ಪ ವರದಿಯ ಶಿಫಾರಸಿನಂತೆ ಪ್ರಾದೇಶಿಕ ಅಸಮತೋಲನವನ್ನು ನಿವಾರಿಸಲು ರಾಜ್ಯದಲ್ಲಿ ಹಿಂದುಳಿದ ತಾಲೂಕುಗಳಲ್ಲಿ 2007–08 ರಿಂದ 2023–24ರವರೆಗೆ ಸರ್ಕಾರದಿಂದ ಬಿಡುಗಡೆಯಾದ 37,661.65 ಕೋಟಿ ರೂ.ಗಳ ಅನುದಾನದಲ್ಲಿ 34,381.02 ಕೋಟಿ ರೂ.ಗಳನ್ನು ವೆಚ್ಚ ಮಾಡಲಾಗಿದೆ ಎಂದು ಕರ್ನಾಟಕ ಪ್ರಾದೇಶಿಕ ಅಸಮತೋಲನ ನಿವಾರಣಾ ಸಮಿತಿಯ ಅಧ್ಯಕ್ಷ ಪ್ರೊ. ಎಂ. ಗೋವಿಂದರಾವ್ ತಿಳಿಸಿದರು. ಜಿಲ್ಲಾಡಳಿತದ ಸಭಾಂಗಣದಲ್ಲಿ ಪ್ರತ್ಯೇಕ ಸಂವಾದ ಸಭೆ ನಡೆಸಿ ಮಾತನಾಡಿದ ಅವರು, ರಾಜ್ಯ ಸರ್ಕಾರದ ನಿರ್ದೇಶನದಂತೆ ಕರ್ನಾಟಕ ಪ್ರಾದೇಶಿಕ ಅಸಮತೋಲನ ನಿವಾರಣಾ ಸಮಿತಿಯನ್ನು 2024ರಲ್ಲಿ ರಚಿಸಲಾಗಿದೆ. ಜಿಲ್ಲಾ ಪ್ರವಾಸ ಕೈಗೊಂಡು ವರದಿಯನ್ನು ಸರ್ಕಾರಕ್ಕೆ ಸಲ್ಲಿಸಲಾಗುವುದು ಎಂದು ಹೇಳಿದರು. (8, 976, 158, 1175)
story1-subhead: ಕೃತ್ತಿಕಾ ದಾರಾಕಾರ ಮಳೆಗೆ ಅರಸಾಪುರ ಗ್ರಾಮದ ಜನರು ಹೈರಾಣು (149, 115, 557, 139)
important-day-item: ಮೇ 20 – ವಿಶ್ವ ಜೇನುನೊಣ ದಿನ. (704, 484, 938, 502)
story2-subhead: ಸಮಾಜಕ್ಕೆ ಮಾದರಿಯಾಗಿ: ಸೈಯದ್ ಇಮ್ರಾನ್ (8, 531, 183, 545)
hostel-body-1: ತುಮಕೂರು: ಸಮಾಜ ಕಲ್ಯಾಣ ಇಲಾಖೆಯು ಜಿಲ್ಲೆಯಲ್ಲಿರುವ ಮೆಟ್ರಿಕ್ ಪೂರ್ವ / ನಂತರದ ಬಾಲಕ/ಬಾಲಕಿಯರ ವಿದ್ಯಾರ್ಥಿ ನಿಲಯಗಳಿಗೆ 2025–26ನೇ ಶೈಕ್ಷಣಿಕ ಸಾಲಿನ ಪ್ರವೇಶಕ್ಕಾಗಿ ಆನ್‌ಲೈನ್ ಮೂಲಕ ಅರ್ಜಿ ಆಹ್ವಾನಿಸಿದೆ. (703, 698, 939, 734)
